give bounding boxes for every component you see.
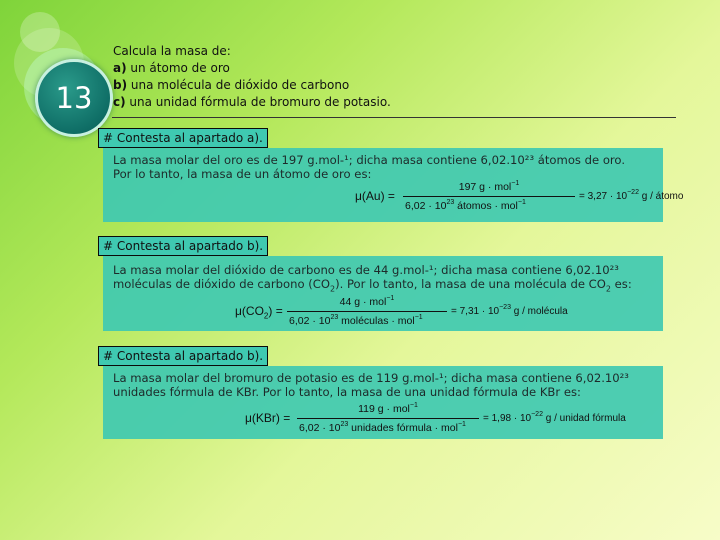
denominator-unit: átomos · mol — [454, 200, 518, 212]
answer-text-b-line1: La masa molar del dióxido de carbono es de 44 g.mol-¹; dicha masa contiene 6,02.10²³ — [113, 263, 619, 277]
denominator-text: 6,02 · 10 — [405, 200, 447, 212]
exercise-number-badge: 13 — [35, 59, 113, 137]
answer-header-a: # Contesta al apartado a). — [98, 128, 268, 148]
denominator-exp: 23 — [446, 199, 455, 206]
formula-c — [245, 402, 655, 436]
formula-denominator — [289, 314, 423, 327]
answer-header-b: # Contesta al apartado b). — [98, 236, 268, 256]
fraction-bar — [287, 311, 447, 312]
exercise-badge-decoration — [14, 8, 119, 148]
result-exp: −23 — [499, 304, 511, 311]
result-exp: −22 — [627, 189, 639, 196]
formula-b — [235, 295, 655, 329]
fraction-bar — [403, 196, 575, 197]
result-unit: g / unidad fórmula — [542, 413, 626, 424]
denominator-exp: 23 — [340, 421, 349, 428]
item-text: una molécula de dióxido de carbono — [127, 78, 350, 92]
answer-text-a-line2: Por lo tanto, la masa de un átomo de oro es: — [113, 167, 372, 181]
numerator-text: 119 g · mol — [358, 403, 410, 415]
formula-numerator — [403, 180, 575, 193]
item-letter: b) — [113, 78, 128, 92]
lhs-subscript: 2 — [263, 311, 269, 321]
formula-a — [355, 180, 684, 214]
formula-denominator — [299, 421, 466, 434]
denominator-unit-exp: −1 — [517, 199, 526, 206]
denominator-text: 6,02 · 10 — [299, 422, 341, 434]
result-exp: −22 — [531, 411, 543, 418]
formula-lhs: μ(KBr) = — [245, 411, 291, 425]
denominator-text: 6,02 · 10 — [289, 315, 331, 327]
formula-numerator — [287, 295, 447, 308]
answer-text-a-line1: La masa molar del oro es de 197 g.mol-¹; dicha masa contiene 6,02.10²³ átomos de oro. — [113, 153, 625, 167]
result-unit: g / átomo — [638, 191, 684, 202]
text-part: es: — [610, 277, 632, 291]
question-item-a — [113, 60, 391, 77]
formula-result — [579, 189, 683, 202]
text-part: moléculas de dióxido de carbono (CO — [113, 277, 330, 291]
numerator-exp: −1 — [386, 295, 395, 302]
denominator-exp: 23 — [330, 314, 339, 321]
result-text: = 7,31 · 10 — [451, 306, 500, 317]
subscript: 2 — [605, 284, 611, 294]
answer-text-c-line2: unidades fórmula de KBr. Por lo tanto, la masa de una unidad fórmula de KBr es: — [113, 385, 581, 399]
result-unit: g / molécula — [510, 306, 568, 317]
fraction-bar — [297, 418, 479, 419]
answer-text-b-line2 — [113, 277, 632, 296]
subscript: 2 — [329, 284, 336, 294]
formula-lhs — [235, 304, 283, 320]
formula-denominator — [405, 199, 526, 212]
answer-header-c: # Contesta al apartado b). — [98, 346, 268, 366]
formula-numerator — [297, 402, 479, 415]
denominator-unit: moléculas · mol — [338, 315, 415, 327]
formula-lhs: μ(Au) = — [355, 189, 395, 203]
result-text: = 1,98 · 10 — [483, 413, 532, 424]
question-statement — [113, 43, 391, 111]
numerator-text: 197 g · mol — [458, 181, 512, 193]
formula-result — [451, 304, 568, 317]
divider-line — [112, 117, 676, 118]
denominator-unit-exp: −1 — [457, 421, 466, 428]
item-text: una unidad fórmula de bromuro de potasio. — [125, 95, 391, 109]
lhs-text: μ(CO — [235, 304, 264, 318]
answer-text-c-line1: La masa molar del bromuro de potasio es de 119 g.mol-¹; dicha masa contiene 6,02.10²³ — [113, 371, 629, 385]
numerator-exp: −1 — [409, 402, 418, 409]
formula-result — [483, 411, 626, 424]
lhs-end: ) = — [268, 304, 283, 318]
result-text: = 3,27 · 10 — [579, 191, 628, 202]
denominator-unit-exp: −1 — [414, 314, 423, 321]
numerator-exp: −1 — [511, 180, 520, 187]
question-intro: Calcula la masa de: — [113, 44, 231, 58]
question-item-b — [113, 77, 391, 94]
item-text: un átomo de oro — [126, 61, 230, 75]
question-item-c — [113, 94, 391, 111]
item-letter: a) — [113, 61, 127, 75]
numerator-text: 44 g · mol — [339, 296, 387, 308]
denominator-unit: unidades fórmula · mol — [348, 422, 458, 434]
text-part: ). Por lo tanto, la masa de una molécula de CO — [335, 277, 606, 291]
item-letter: c) — [113, 95, 126, 109]
